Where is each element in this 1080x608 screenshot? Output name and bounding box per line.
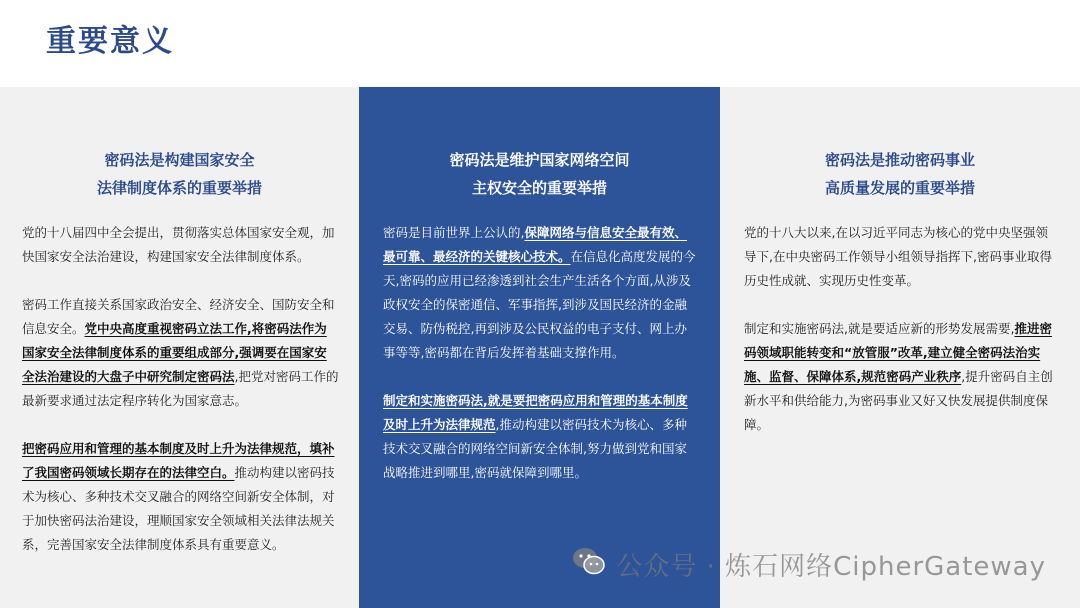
column-heading-line1: 密码法是维护国家网络空间	[449, 151, 630, 169]
column-heading	[720, 146, 1080, 202]
column-body	[744, 221, 1058, 461]
wechat-icon	[572, 546, 606, 583]
paragraph	[744, 221, 1058, 293]
column-legal-system	[0, 87, 359, 608]
column-body	[22, 221, 339, 581]
paragraph-text: 密码工作直接关系国家政治安全、经济安全、国防安全和信息安全。	[22, 297, 335, 336]
emphasized-text: 把密码应用和管理的基本制度及时上升为法律规范，填补了我国密码领域长期存在的法律空白。	[22, 441, 335, 480]
paragraph	[22, 221, 339, 269]
page-title: 重要意义	[46, 24, 174, 59]
paragraph	[22, 293, 339, 413]
column-heading-line2: 主权安全的重要举措	[471, 179, 607, 197]
paragraph-text: 推动构建以密码技术为核心、多种技术交叉融合的网络空间新安全体制，对于加快密码法治建设，理顺国家安全领域相关法律法规关系，完善国家安全法律制度体系具有重要意义。	[22, 465, 335, 552]
column-heading-line1: 密码法是推动密码事业	[824, 151, 975, 169]
column-heading	[359, 146, 720, 202]
paragraph	[22, 437, 339, 557]
column-heading-line1: 密码法是构建国家安全	[104, 151, 255, 169]
column-cyberspace-sovereignty	[359, 87, 720, 608]
paragraph-text: 密码是目前世界上公认的,	[383, 225, 525, 240]
paragraph-text: ,提升密码自主创新水平和供给能力,为密码事业又好又快发展提供制度保障。	[744, 369, 1053, 432]
content-columns	[0, 87, 1080, 608]
watermark-text: 公众号 · 炼石网络CipherGateway	[616, 552, 1046, 582]
paragraph	[383, 389, 698, 485]
emphasized-text: 党中央高度重视密码立法工作,将密码法作为国家安全法律制度体系的重要组成部分,强调要在国家安全法治建设的大盘子中研究制定密码法	[22, 321, 327, 384]
paragraph-text: ,推动构建以密码技术为核心、多种技术交叉融合的网络空间新安全体制,努力做到党和国家战略推进到哪里,密码就保障到哪里。	[383, 417, 687, 480]
watermark	[572, 546, 1046, 583]
emphasized-text: 制定和实施密码法,就是要把密码应用和管理的基本制度及时上升为法律规范	[383, 393, 688, 432]
paragraph-text: 制定和实施密码法,就是要适应新的形势发展需要,	[744, 321, 1015, 336]
paragraph	[744, 317, 1058, 437]
column-heading-line2: 高质量发展的重要举措	[824, 179, 975, 197]
paragraph-text: 党的十八大以来,在以习近平同志为核心的党中央坚强领导下,在中央密码工作领导小组领导指挥下,密码事业取得历史性成就、实现历史性变革。	[744, 225, 1052, 288]
column-body	[383, 221, 698, 509]
paragraph-text: 党的十八届四中全会提出，贯彻落实总体国家安全观，加快国家安全法治建设，构建国家安全法律制度体系。	[22, 225, 335, 264]
column-crypto-development	[720, 87, 1080, 608]
emphasized-text: 推进密码领域职能转变和“放管服”改革,建立健全密码法治实施、监督、保障体系,规范密码产业秩序	[744, 321, 1052, 384]
column-heading	[0, 146, 359, 202]
paragraph-text: 在信息化高度发展的今天,密码的应用已经渗透到社会生产生活各个方面,从涉及政权安全的保密通信、军事指挥,到涉及国民经济的金融交易、防伪税控,再到涉及公民权益的电子支付、网上办事等等,密码都在背后发挥着基础支撑作用。	[383, 249, 696, 360]
paragraph-text: ,把党对密码工作的最新要求通过法定程序转化为国家意志。	[22, 369, 339, 408]
emphasized-text: 保障网络与信息安全最有效、最可靠、最经济的关键核心技术。	[383, 225, 687, 264]
paragraph	[383, 221, 698, 365]
column-heading-line2: 法律制度体系的重要举措	[96, 179, 262, 197]
